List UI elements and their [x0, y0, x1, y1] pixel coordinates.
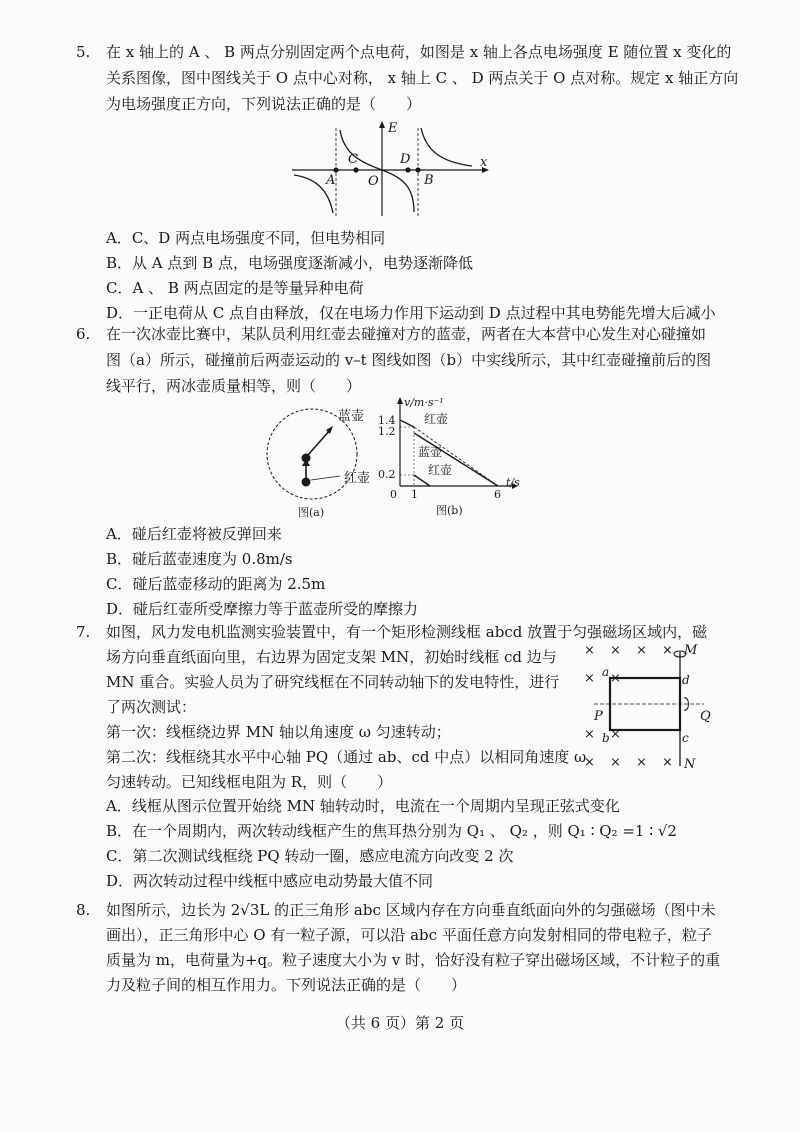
q7-option-c: C．第二次测试线框绕 PQ 转动一圈，感应电流方向改变 2 次 [106, 847, 514, 865]
q7-label-q: Q [700, 709, 711, 724]
q5-stem-line: 关系图像，图中图线关于 O 点中心对称， x 轴上 C 、 D 两点关于 O 点对称。规定 x 轴正方向 [106, 69, 739, 87]
q5-option-a: A．C、D 两点电场强度不同，但电势相同 [106, 229, 386, 247]
svg-text:×: × [610, 727, 621, 742]
q7-label-d: d [682, 673, 690, 687]
svg-text:×: × [636, 755, 647, 770]
q6-figure-a-circle [262, 400, 382, 520]
q5-option-b: B．从 A 点到 B 点，电场强度逐渐减小，电势逐渐降低 [106, 254, 473, 272]
q6-tick-1-2: 1.2 [378, 425, 396, 438]
q7-stem-line: 第一次：线框绕边界 MN 轴以角速度 ω 匀速转动； [106, 723, 451, 741]
q6-tick-1: 1 [411, 488, 418, 501]
q5-axis-e-label: E [388, 121, 398, 136]
q7-stem-line: 了两次测试： [106, 698, 197, 716]
q8-stem-line: 力及粒子间的相互作用力。下列说法正确的是（ ） [106, 976, 467, 994]
svg-text:×: × [584, 671, 595, 686]
q7-label-c: c [682, 731, 689, 745]
q6-axis-t-label: t/s [506, 476, 520, 489]
q7-option-b: B．在一个周期内，两次转动线框产生的焦耳热分别为 Q₁ 、 Q₂ ，则 Q₁ ∶ Q₂ =1 ∶ √2 [106, 822, 677, 840]
q7-option-d: D．两次转动过程中线框中感应电动势最大值不同 [106, 872, 434, 890]
q5-point-a: A [326, 173, 336, 188]
svg-text:×: × [636, 643, 647, 658]
q6-tick-1-4: 1.4 [378, 414, 396, 427]
q7-label-a: a [602, 665, 610, 679]
q6-tick-0-2: 0.2 [378, 468, 396, 481]
q7-label-n: N [684, 757, 696, 772]
q5-point-c: C [348, 152, 358, 167]
q5-stem-line: 为电场强度正方向，下列说法正确的是（ ） [106, 95, 422, 113]
q8-stem-line: 如图所示，边长为 2√3L 的正三角形 abc 区域内存在方向垂直纸面向外的匀强磁场（图中未 [106, 901, 716, 919]
q7-stem-line: 匀速转动。已知线框电阻为 R，则（ ） [106, 773, 393, 791]
svg-text:×: × [662, 643, 673, 658]
q7-figure-coil-magnetic-field [574, 640, 724, 775]
q6-fig-a-blue-label: 蓝壶 [338, 409, 365, 424]
q6-fig-a-red-label: 红壶 [344, 471, 371, 486]
q7-stem-line: MN 重合。实验人员为了研究线框在不同转动轴下的发电特性，进行 [106, 673, 560, 691]
q5-option-d: D．一正电荷从 C 点自由释放，仅在电场力作用下运动到 D 点过程中其电势能先增大后减小 [106, 304, 716, 322]
q7-label-b: b [602, 731, 610, 745]
q6-number: 6. [76, 325, 91, 343]
page-footer: （共 6 页）第 2 页 [335, 1014, 465, 1032]
q5-stem-line: 在 x 轴上的 A 、 B 两点分别固定两个点电荷，如图是 x 轴上各点电场强度 E 随位置 x 变化的 [106, 43, 732, 61]
svg-text:×: × [610, 755, 621, 770]
q5-figure-e-x-graph [282, 118, 492, 220]
q8-number: 8. [76, 901, 91, 919]
q5-option-c: C．A 、 B 两点固定的是等量异种电荷 [106, 279, 364, 297]
q8-stem-line: 质量为 m，电荷量为+q。粒子速度大小为 v 时，恰好没有粒子穿出磁场区域，不计粒子的重 [106, 951, 721, 969]
q6-figure-b-vt-graph [378, 394, 528, 522]
q6-fig-b-caption: 图(b) [436, 504, 463, 517]
svg-text:×: × [662, 755, 673, 770]
q7-number: 7. [76, 623, 91, 641]
q5-axis-x-label: x [480, 155, 488, 170]
q7-stem-line: 场方向垂直纸面向里，右边界为固定支架 MN，初始时线框 cd 边与 [106, 648, 557, 666]
q6-axis-v-label: v/m·s⁻¹ [404, 396, 444, 409]
q7-label-p: P [594, 709, 603, 724]
q6-fig-b-red-top-label: 红壶 [424, 412, 449, 426]
q5-point-b: B [424, 173, 434, 188]
q6-fig-b-red-bottom-label: 红壶 [428, 463, 453, 477]
q6-fig-b-blue-label: 蓝壶 [418, 445, 443, 459]
q5-point-d: D [400, 152, 411, 167]
q6-option-b: B．碰后蓝壶速度为 0.8m/s [106, 550, 293, 568]
q6-stem-line: 线平行，两冰壶质量相等，则（ ） [106, 377, 362, 395]
q6-option-c: C．碰后蓝壶移动的距离为 2.5m [106, 575, 326, 593]
svg-text:×: × [610, 643, 621, 658]
q6-tick-0: 0 [390, 488, 397, 501]
svg-text:×: × [610, 671, 621, 686]
svg-text:×: × [584, 727, 595, 742]
q6-option-a: A．碰后红壶将被反弹回来 [106, 525, 282, 543]
q6-tick-6: 6 [494, 488, 501, 501]
q6-stem-line: 图（a）所示，碰撞前后两壶运动的 v–t 图线如图（b）中实线所示，其中红壶碰撞前后的图 [106, 351, 712, 369]
q7-option-a: A．线框从图示位置开始绕 MN 轴转动时，电流在一个周期内呈现正弦式变化 [106, 797, 620, 815]
q5-number: 5. [76, 43, 91, 61]
q7-stem-line: 如图，风力发电机监测实验装置中，有一个矩形检测线框 abcd 放置于匀强磁场区域内，磁 [106, 623, 708, 641]
q6-option-d: D．碰后红壶所受摩擦力等于蓝壶所受的摩擦力 [106, 600, 419, 618]
q6-stem-line: 在一次冰壶比赛中，某队员利用红壶去碰撞对方的蓝壶，两者在大本营中心发生对心碰撞如 [106, 325, 707, 343]
q8-stem-line: 画出），正三角形中心 O 有一粒子源，可以沿 abc 平面任意方向发射相同的带电粒子，粒子 [106, 926, 712, 944]
q7-stem-line: 第二次：线框绕其水平中心轴 PQ（通过 ab、cd 中点）以相同角速度 ω [106, 748, 587, 766]
q5-point-o: O [368, 174, 379, 189]
svg-text:×: × [584, 643, 595, 658]
svg-text:×: × [584, 755, 595, 770]
q7-label-m: M [684, 643, 698, 658]
q6-fig-a-caption: 图(a) [298, 506, 325, 519]
